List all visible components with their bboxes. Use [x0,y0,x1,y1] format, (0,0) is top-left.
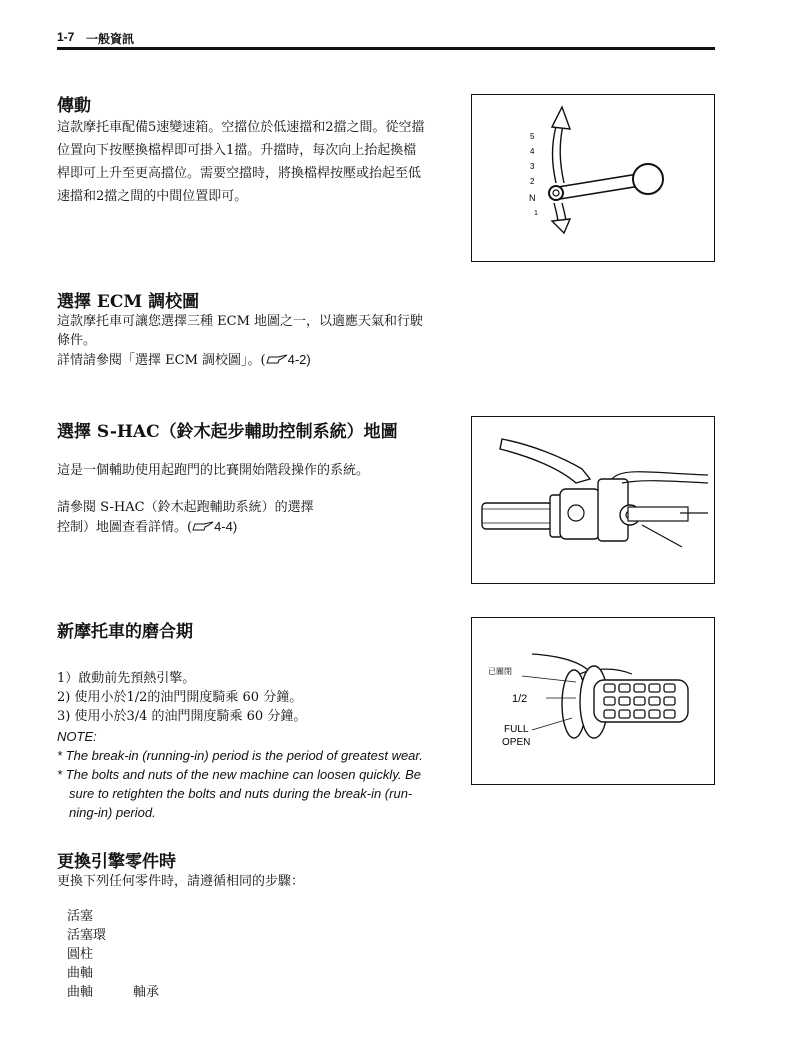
gear-label: 3 [530,162,535,171]
part-item-extra: 軸承 [133,985,160,1000]
engine-parts-intro: 更換下列任何零件時，請遵循相同的步驟： [57,874,305,889]
throttle-closed-label: 已關閉 [488,667,512,676]
breakin-note [57,727,453,822]
part-item-row [67,983,159,1002]
engine-parts-list [67,907,159,1002]
handlebar-switch-figure [471,416,715,584]
transmission-line: 速擋和2擋之間的中間位置即可。 [57,189,248,204]
header-rule [57,47,715,50]
part-item: 曲軸 [67,985,94,1000]
breakin-step: 3) 使用小於3/4 的油門開度騎乘 60 分鐘。 [57,709,307,724]
ecm-line: 這款摩托車可讓您選擇三種 ECM 地圖之一，以適應天氣和行駛 [57,314,424,329]
transmission-paragraph [57,116,457,208]
shac-line: 這是一個輔助使用起跑門的比賽開始階段操作的系統。 [57,463,370,478]
part-item: 圓柱 [67,947,94,962]
breakin-step: 1）啟動前先預熱引擎。 [57,671,196,686]
gear-label: 5 [530,132,535,141]
ecm-heading: 選擇 ECM 調校圖 [57,292,200,312]
breakin-heading: 新摩托車的磨合期 [57,622,193,642]
pointing-hand-icon [192,520,214,535]
note-line: sure to retighten the bolts and nuts during the break-in (run- [69,786,413,801]
shac-reference-text: 控制）地圖查看詳情。( [57,520,193,535]
pointing-hand-icon [266,353,288,368]
note-line: ning-in) period. [69,805,156,820]
transmission-line: 這款摩托車配備5速變速箱。空擋位於低速擋和2擋之間。從空擋 [57,120,425,135]
ecm-reference-page: 4-2) [287,352,311,367]
shac-reference [57,517,457,537]
throttle-open-label: OPEN [502,737,531,748]
handlebar-switch-diagram [472,417,714,583]
throttle-diagram [472,618,714,784]
part-item: 曲軸 [67,966,94,981]
transmission-line: 桿即可上升至更高擋位。需要空擋時，將換檔桿按壓或抬起至低 [57,166,422,181]
part-item: 活塞環 [67,928,107,943]
page-number: 1-7 [57,30,75,44]
throttle-half-label: 1/2 [512,693,528,705]
note-label: NOTE: [57,729,97,744]
shac-paragraph [57,498,457,537]
ecm-reference [57,350,457,370]
breakin-step: 2) 使用小於1/2的油門開度騎乘 60 分鐘。 [57,690,303,705]
ecm-line: 條件。 [57,333,97,348]
part-item: 活塞 [67,909,94,924]
shift-lever-diagram [472,95,714,261]
shac-reference-page: 4-4) [214,519,238,534]
transmission-line: 位置向下按壓換檔桿即可掛入1擋。升擋時，每次向上抬起換檔 [57,143,417,158]
gear-label: 1 [534,210,538,217]
chapter-title: 一般資訊 [86,32,135,46]
shac-line: 請參閱 S-HAC（鈴木起跑輔助系統）的選擇 [57,500,314,515]
transmission-heading: 傳動 [57,96,91,116]
gear-label: 4 [530,147,535,156]
ecm-reference-text: 詳情請參閱「選擇 ECM 調校圖」。( [57,353,266,368]
shift-lever-figure [471,94,715,262]
engine-parts-heading: 更換引擎零件時 [57,852,176,872]
note-line: * The bolts and nuts of the new machine can loosen quickly. Be [57,767,421,782]
gear-label-neutral: N [529,193,536,203]
ecm-paragraph [57,312,457,370]
note-line: * The break-in (running-in) period is the period of greatest wear. [57,748,423,763]
shac-heading: 選擇 S-HAC（鈴木起步輔助控制系統）地圖 [57,422,398,442]
gear-label: 2 [530,177,535,186]
throttle-figure [471,617,715,785]
breakin-steps [57,669,457,726]
throttle-full-label: FULL [504,724,529,735]
